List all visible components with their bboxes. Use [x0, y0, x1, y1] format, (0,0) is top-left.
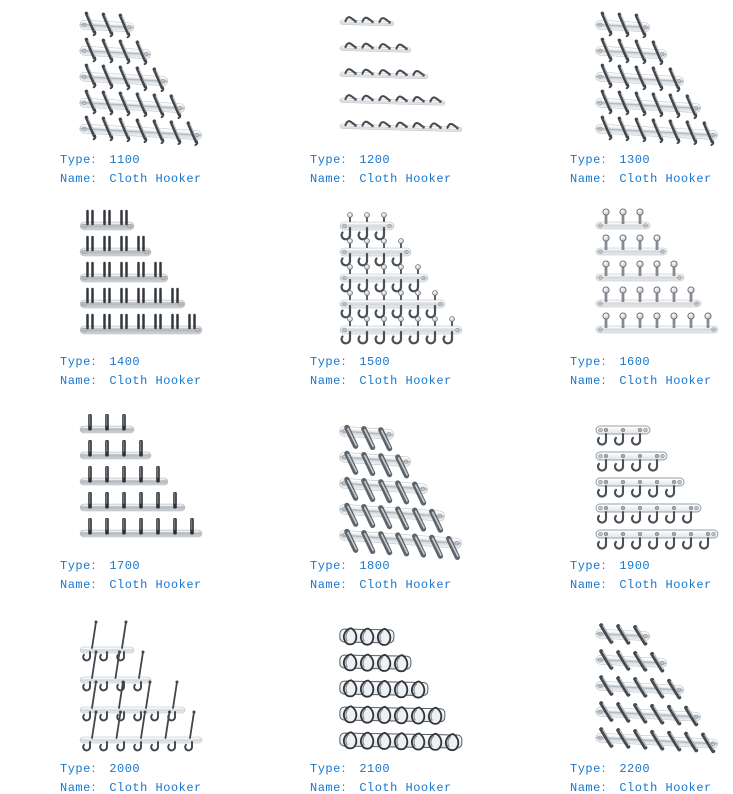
product-type-line [570, 760, 733, 779]
name-label: Name： [310, 781, 354, 794]
type-value: 1400 [109, 355, 141, 369]
product-image-1200 [334, 6, 484, 146]
product-image-1500 [334, 208, 484, 348]
product-image-1300 [590, 6, 733, 146]
name-label: Name： [310, 172, 354, 186]
name-value: Cloth Hooker [359, 578, 452, 592]
type-value: 1100 [109, 153, 141, 167]
product-name-line [310, 372, 484, 391]
product-name-line [310, 779, 484, 794]
type-value: 1900 [619, 559, 651, 573]
name-value: Cloth Hooker [619, 172, 712, 186]
product-image-1800 [334, 412, 484, 552]
product-caption [570, 760, 733, 794]
product-caption [60, 151, 224, 189]
product-name-line [570, 779, 733, 794]
product-caption [310, 151, 484, 189]
product-type-line [570, 151, 733, 170]
product-image-2200 [590, 615, 733, 755]
type-label: Type： [60, 762, 104, 776]
name-value: Cloth Hooker [109, 578, 202, 592]
product-card [60, 208, 224, 391]
type-value: 1200 [359, 153, 391, 167]
product-name-line [310, 170, 484, 189]
product-caption [310, 353, 484, 391]
type-value: 1600 [619, 355, 651, 369]
product-type-line [60, 760, 224, 779]
product-image-1900 [590, 412, 733, 552]
name-value: Cloth Hooker [619, 374, 712, 388]
product-image-2000 [74, 615, 224, 755]
type-label: Type： [570, 153, 614, 167]
name-label: Name： [310, 578, 354, 592]
product-image-1600 [590, 208, 733, 348]
product-name-line [60, 372, 224, 391]
product-card [570, 6, 733, 189]
product-image-2100 [334, 615, 484, 755]
name-label: Name： [60, 578, 104, 592]
name-value: Cloth Hooker [359, 172, 452, 186]
type-label: Type： [570, 355, 614, 369]
product-card [60, 412, 224, 595]
name-value: Cloth Hooker [109, 374, 202, 388]
product-card [570, 412, 733, 595]
name-label: Name： [60, 374, 104, 388]
product-name-line [60, 779, 224, 794]
product-caption [570, 557, 733, 595]
product-type-line [570, 353, 733, 372]
type-value: 1300 [619, 153, 651, 167]
product-type-line [60, 353, 224, 372]
product-caption [570, 151, 733, 189]
type-label: Type： [60, 355, 104, 369]
type-value: 2000 [109, 762, 141, 776]
product-card [570, 208, 733, 391]
name-label: Name： [60, 781, 104, 794]
product-caption [60, 557, 224, 595]
product-card [310, 6, 484, 189]
type-label: Type： [570, 559, 614, 573]
product-caption [570, 353, 733, 391]
type-label: Type： [310, 153, 354, 167]
product-name-line [310, 576, 484, 595]
product-type-line [60, 151, 224, 170]
product-type-line [310, 760, 484, 779]
product-image-1100 [74, 6, 224, 146]
product-type-line [310, 353, 484, 372]
name-label: Name： [310, 374, 354, 388]
product-type-line [570, 557, 733, 576]
name-label: Name： [570, 781, 614, 794]
type-label: Type： [310, 762, 354, 776]
type-value: 1800 [359, 559, 391, 573]
product-name-line [60, 170, 224, 189]
name-value: Cloth Hooker [619, 578, 712, 592]
name-value: Cloth Hooker [359, 781, 452, 794]
product-image-1700 [74, 412, 224, 552]
product-type-line [60, 557, 224, 576]
product-caption [60, 353, 224, 391]
name-label: Name： [60, 172, 104, 186]
product-caption [310, 557, 484, 595]
name-value: Cloth Hooker [109, 172, 202, 186]
type-label: Type： [60, 559, 104, 573]
product-type-line [310, 151, 484, 170]
product-name-line [570, 372, 733, 391]
type-value: 1700 [109, 559, 141, 573]
product-image-1400 [74, 208, 224, 348]
product-card [310, 208, 484, 391]
name-value: Cloth Hooker [359, 374, 452, 388]
product-name-line [570, 576, 733, 595]
product-caption [310, 760, 484, 794]
name-label: Name： [570, 374, 614, 388]
product-card [60, 6, 224, 189]
product-card [310, 615, 484, 794]
name-label: Name： [570, 172, 614, 186]
type-value: 1500 [359, 355, 391, 369]
type-value: 2200 [619, 762, 651, 776]
product-card [310, 412, 484, 595]
type-label: Type： [60, 153, 104, 167]
product-card [570, 615, 733, 794]
name-value: Cloth Hooker [109, 781, 202, 794]
product-caption [60, 760, 224, 794]
name-value: Cloth Hooker [619, 781, 712, 794]
product-name-line [570, 170, 733, 189]
name-label: Name： [570, 578, 614, 592]
type-value: 2100 [359, 762, 391, 776]
product-name-line [60, 576, 224, 595]
type-label: Type： [310, 559, 354, 573]
product-card [60, 615, 224, 794]
type-label: Type： [310, 355, 354, 369]
type-label: Type： [570, 762, 614, 776]
